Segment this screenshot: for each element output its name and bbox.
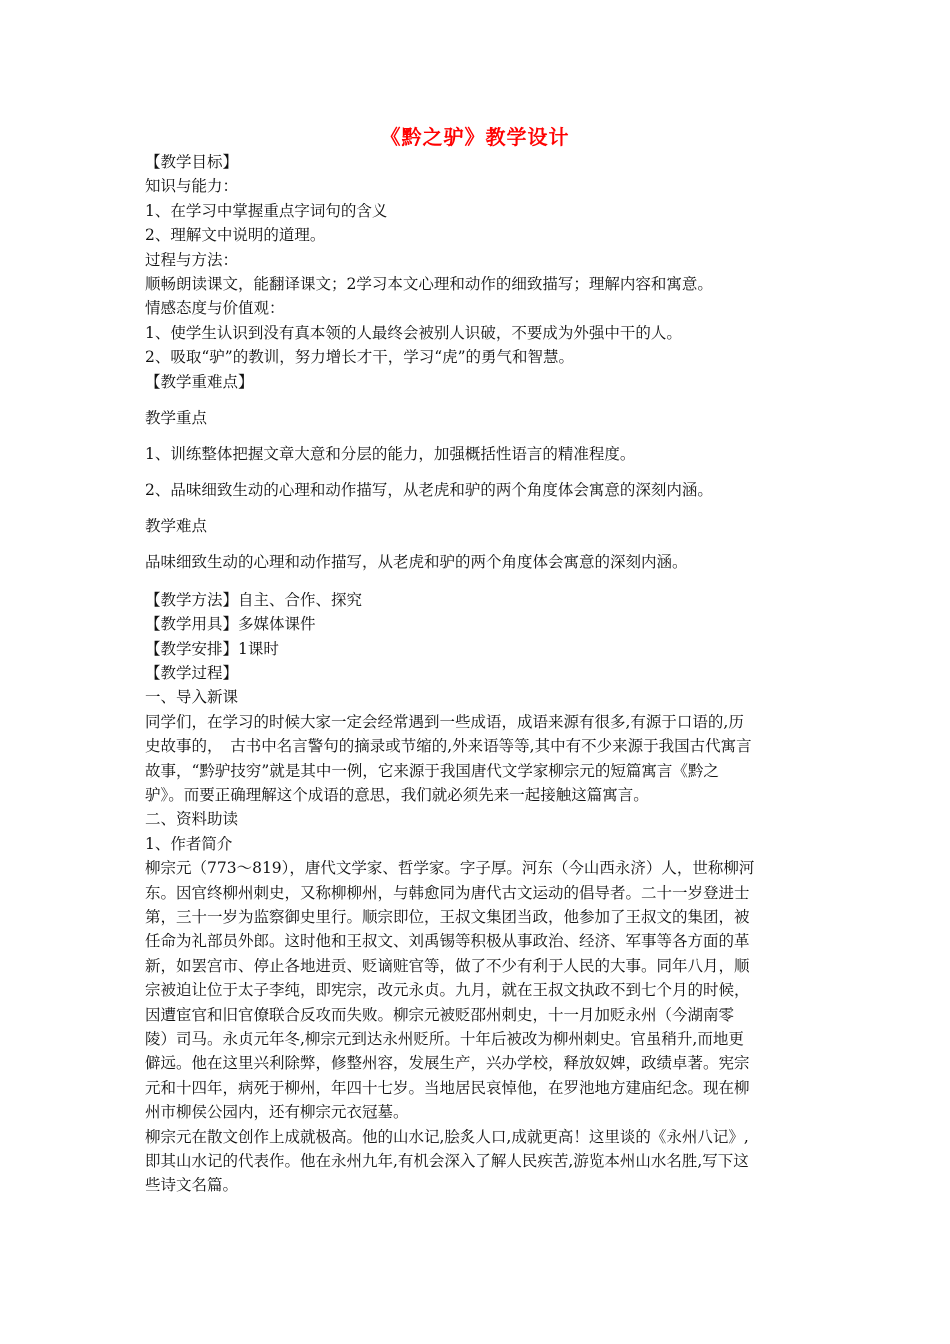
process-method-text: 顺畅朗读课文，能翻译课文；2学习本文心理和动作的细致描写；理解内容和寓意。 [145,274,713,293]
teaching-tools: 【教学用具】多媒体课件 [145,615,316,634]
difficulty-text: 品味细致生动的心理和动作描写，从老虎和驴的两个角度体会寓意的深刻内涵。 [145,552,688,571]
author-line: 州市柳侯公园内，还有柳宗元衣冠墓。 [145,1103,409,1122]
author-line: 柳宗元（773～819），唐代文学家、哲学家。字子厚。河东（今山西永济）人，世称柳河 [145,859,755,878]
emotion-item: 1、使学生认识到没有真本领的人最终会被别人识破，不要成为外强中干的人。 [145,323,682,342]
knowledge-item: 2、理解文中说明的道理。 [145,226,326,245]
author-line: 僻远。他在这里兴利除弊，修整州容，发展生产，兴办学校，释放奴婢，政绩卓著。宪宗 [145,1054,750,1073]
intro-line: 史故事的， 古书中名言警句的摘录或节缩的,外来语等等,其中有不少来源于我国古代寓言 [145,737,752,756]
author-line: 新，如罢宫市、停止各地进贡、贬谪赃官等，做了不少有利于人民的大事。同年八月，顺 [145,956,750,975]
focus-item: 2、品味细致生动的心理和动作描写，从老虎和驴的两个角度体会寓意的深刻内涵。 [145,480,713,499]
focus-item: 1、训练整体把握文章大意和分层的能力，加强概括性语言的精准程度。 [145,444,636,463]
resource-heading: 二、资料助读 [145,810,239,829]
teaching-schedule: 【教学安排】1课时 [145,639,279,658]
author-line: 任命为礼部员外郎。这时他和王叔文、刘禹锡等积极从事政治、经济、军事等各方面的革 [145,932,750,951]
works-line: 些诗文名篇。 [145,1176,239,1195]
author-line: 东。因官终柳州刺史，又称柳柳州，与韩愈同为唐代古文运动的倡导者。二十一岁登进士 [145,883,750,902]
focus-label: 教学重点 [145,408,208,427]
author-line: 宗被迫让位于太子李纯，即宪宗，改元永贞。九月，就在王叔文执政不到七个月的时候， [145,981,750,1000]
intro-line: 驴》。而要正确理解这个成语的意思，我们就必须先来一起接触这篇寓言。 [145,786,649,805]
intro-line: 同学们，在学习的时候大家一定会经常遇到一些成语，成语来源有很多,有源于口语的,历 [145,712,744,731]
difficulty-label: 教学难点 [145,516,208,535]
teaching-method: 【教学方法】自主、合作、探究 [145,590,363,609]
author-heading: 1、作者简介 [145,834,233,853]
author-line: 陵）司马。永贞元年冬,柳宗元到达永州贬所。十年后被改为柳州刺史。官虽稍升,而地更 [145,1029,744,1048]
document-title: 《黔之驴》教学设计 [380,125,570,149]
section-heading-process: 【教学过程】 [145,664,239,683]
emotion-item: 2、吸取“驴”的教训，努力增长才干，学习“虎”的勇气和智慧。 [145,348,575,367]
intro-line: 故事，“黔驴技穷”就是其中一例，它来源于我国唐代文学家柳宗元的短篇寓言《黔之 [145,761,719,780]
author-line: 第，三十一岁为监察御史里行。顺宗即位，王叔文集团当政，他参加了王叔文的集团，被 [145,907,750,926]
knowledge-label: 知识与能力： [145,177,239,196]
document-body [145,150,815,1198]
author-line: 元和十四年，病死于柳州，年四十七岁。当地居民哀悼他，在罗池地方建庙纪念。现在柳 [145,1078,750,1097]
knowledge-item: 1、在学习中掌握重点字词句的含义 [145,201,388,220]
intro-heading: 一、导入新课 [145,688,239,707]
works-line: 即其山水记的代表作。他在永州九年,有机会深入了解人民疾苦,游览本州山水名胜,写下这 [145,1151,749,1170]
process-method-label: 过程与方法： [145,250,239,269]
author-line: 因遭宦官和旧官僚联合反攻而失败。柳宗元被贬邵州刺史，十一月加贬永州（今湖南零 [145,1005,735,1024]
section-heading-key-points: 【教学重难点】 [145,372,254,391]
works-line: 柳宗元在散文创作上成就极高。他的山水记,脍炙人口,成就更高！这里谈的《永州八记》, [145,1127,749,1146]
emotion-label: 情感态度与价值观： [145,299,285,318]
section-heading-goals: 【教学目标】 [145,153,239,171]
